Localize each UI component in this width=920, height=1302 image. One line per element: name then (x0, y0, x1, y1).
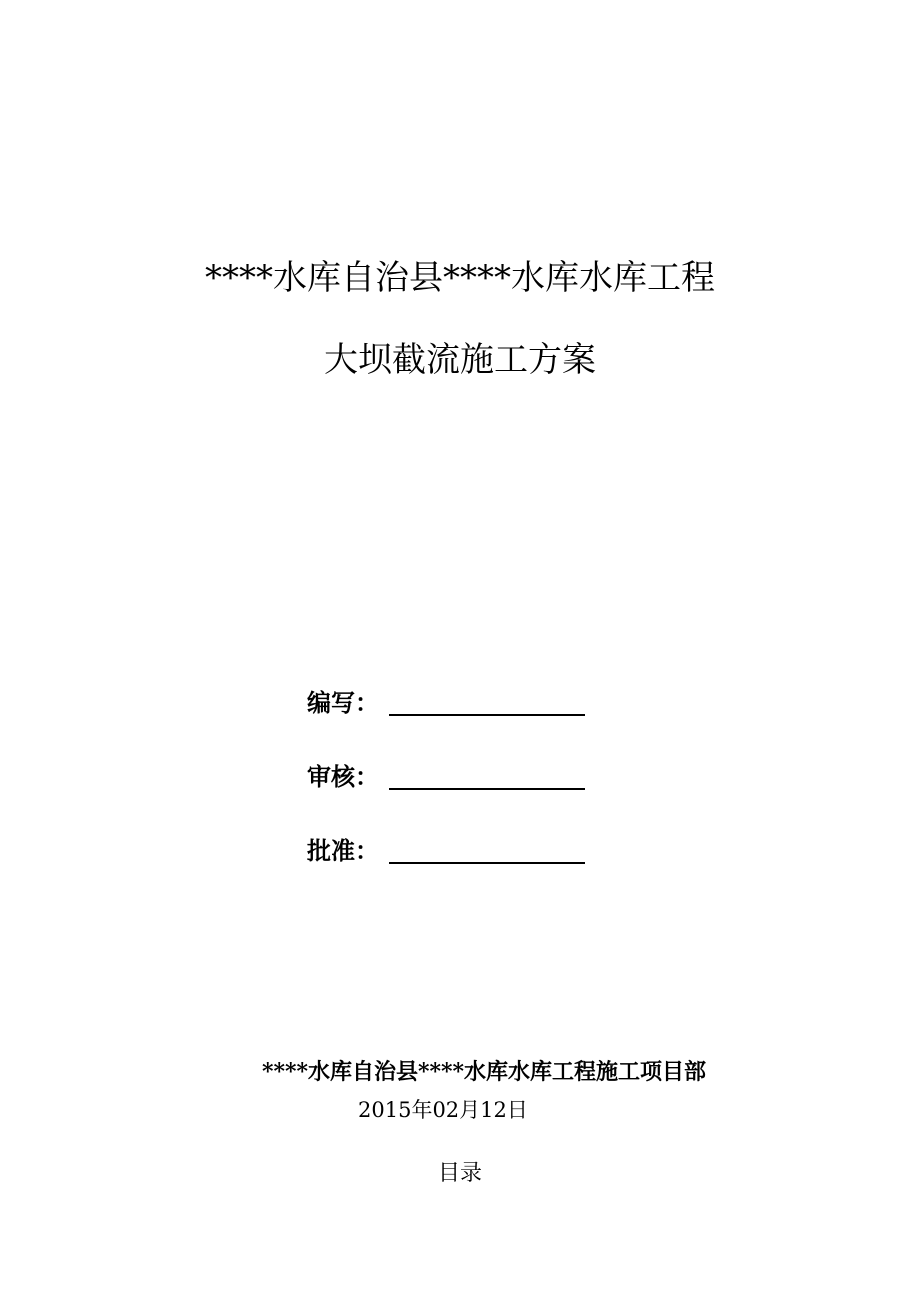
organization-name: ****水库自治县****水库水库工程施工项目部 (261, 1059, 707, 1085)
signature-label-approver: 批准： (307, 836, 379, 865)
signature-row-approver (307, 830, 585, 866)
signature-label-reviewer: 审核： (307, 762, 379, 791)
document-title-line-1: ****水库自治县****水库水库工程 (205, 258, 715, 298)
signature-line-reviewer (389, 788, 585, 790)
document-title-line-2: 大坝截流施工方案 (324, 340, 596, 380)
signature-line-approver (389, 862, 585, 864)
table-of-contents-heading: 目录 (437, 1161, 482, 1186)
signature-row-reviewer (307, 756, 585, 792)
signature-label-author: 编写： (307, 688, 379, 717)
signature-row-author (307, 682, 585, 718)
signature-line-author (389, 714, 585, 716)
document-date: 2015年02月12日 (358, 1098, 528, 1122)
